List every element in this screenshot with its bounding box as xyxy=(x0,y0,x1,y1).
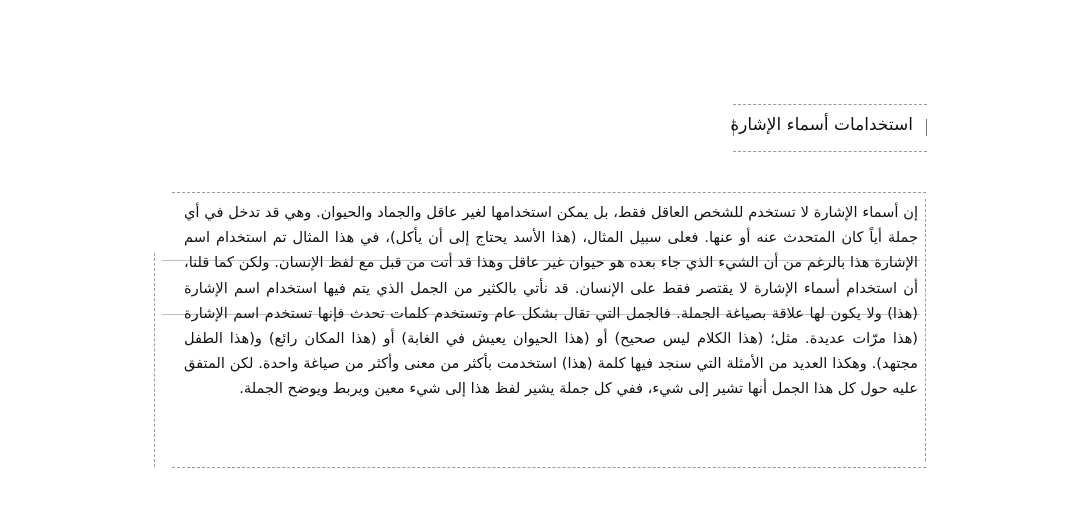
overlay-line xyxy=(162,314,920,315)
body-paragraph: إن أسماء الإشارة لا تستخدم للشخص العاقل فقط، بل يمكن استخدامها لغير عاقل والجماد والحيوان. وهي قد تدخل في أي جملة أياً كان المتحدث عنه أو عنها. فعلى سبيل المثال، (هذا الأسد يحتاج إلى أن يأكل)، في هذا المثال تم استخدام اسم الإشارة هذا بالرغم من أن الشيء الذي جاء بعده هو حيوان غير عاقل وهذا قد أتت من قبل مع لفظ الإنسان. ولكن كما قلنا، أن استخدام أسماء الإشارة لا يقتصر فقط على الإنسان. قد نأتي بالكثير من الجمل الذي يتم فيها استخدام اسم الإشارة (هذا) ولا يكون لها علاقة بصياغة الجملة. فالجمل التي تقال بشكل عام وتستخدم كلمات تحدث فإنها تستخدم اسم الإشارة (هذا مرّات عديدة. مثل؛ (هذا الكلام ليس صحيح) أو (هذا الحيوان يعيش في الغابة) أو (هذا المكان رائع) و(هذا الطفل مجتهد). وهكذا العديد من الأمثلة التي سنجد فيها كلمة (هذا) استخدمت بأكثر من معنى وأكثر من صياغة واحدة. لكن المتفق عليه حول كل هذا الجمل أنها تشير إلى شيء، ففي كل جملة يشير لفظ هذا إلى شيء معين ويربط ويوضح الجملة. xyxy=(184,204,918,398)
section-heading: استخدامات أسماء الإشارة xyxy=(730,115,913,135)
paragraph-frame xyxy=(172,192,926,468)
overlay-line xyxy=(162,260,920,261)
frame-left-edge xyxy=(154,253,155,467)
heading-frame xyxy=(730,104,927,152)
frame-right-edge xyxy=(925,199,926,461)
